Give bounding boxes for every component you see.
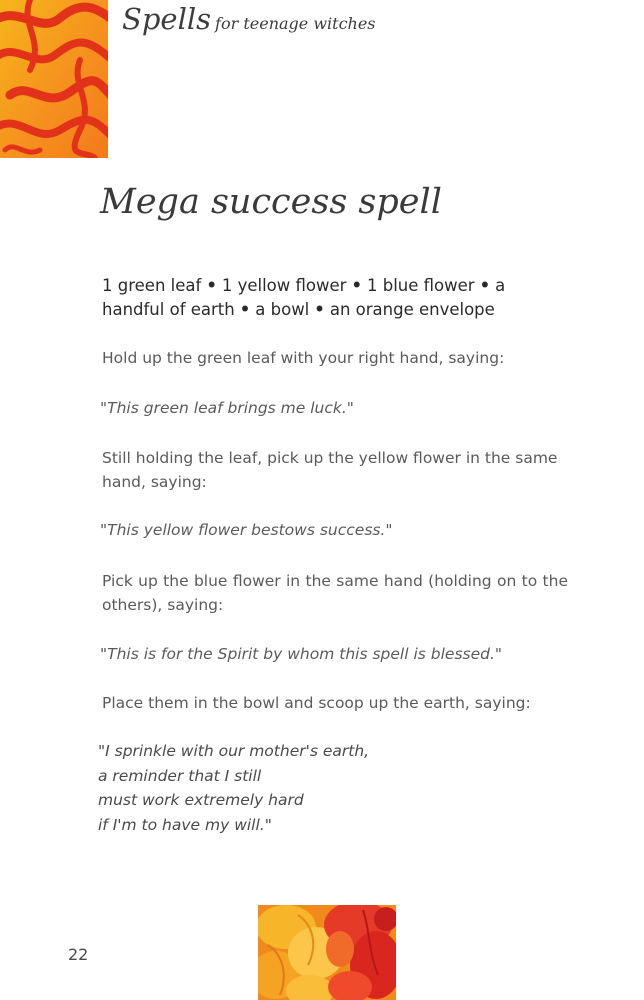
ingredient-item: a handful of earth xyxy=(102,276,506,319)
decorative-petals-image xyxy=(258,905,396,1000)
book-title: Spells xyxy=(122,2,212,36)
ingredient-item: an orange envelope xyxy=(329,300,495,319)
bullet-separator: • xyxy=(314,300,325,319)
spell-title: Mega success spell xyxy=(100,182,442,222)
bullet-separator: • xyxy=(239,300,251,319)
instruction-step-2: Still holding the leaf, pick up the yellow flower in the same hand, saying: xyxy=(102,449,558,491)
instruction-step-1: Hold up the green leaf with your right hand, saying: xyxy=(102,349,505,367)
ingredient-item: 1 yellow flower xyxy=(221,276,347,295)
book-subtitle: for teenage witches xyxy=(215,14,376,33)
incantation-1: "This green leaf brings me luck." xyxy=(100,399,354,417)
ingredient-item: 1 green leaf xyxy=(102,276,202,295)
ingredient-item: a bowl xyxy=(255,300,310,319)
instruction-step-4: Place them in the bowl and scoop up the earth, saying: xyxy=(102,694,531,712)
closing-incantation-poem xyxy=(98,739,369,837)
decorative-swirl-image xyxy=(0,0,108,158)
ingredients-list xyxy=(102,274,572,322)
ingredient-item: 1 blue flower xyxy=(367,276,475,295)
bullet-separator: • xyxy=(479,276,491,295)
instruction-step-3: Pick up the blue flower in the same hand (holding on to the others), saying: xyxy=(102,572,568,614)
incantation-2: "This yellow flower bestows success." xyxy=(100,521,393,539)
incantation-3: "This is for the Spirit by whom this spell is blessed." xyxy=(100,645,503,663)
running-header xyxy=(122,2,376,36)
poem-line: a reminder that I still xyxy=(98,766,262,785)
poem-line: "I sprinkle with our mother's earth, xyxy=(98,742,370,760)
page-number: 22 xyxy=(68,945,89,964)
bullet-separator: • xyxy=(351,276,362,295)
bullet-separator: • xyxy=(206,276,217,295)
poem-line: must work extremely hard xyxy=(98,791,304,809)
poem-line: if I'm to have my will." xyxy=(98,815,272,834)
